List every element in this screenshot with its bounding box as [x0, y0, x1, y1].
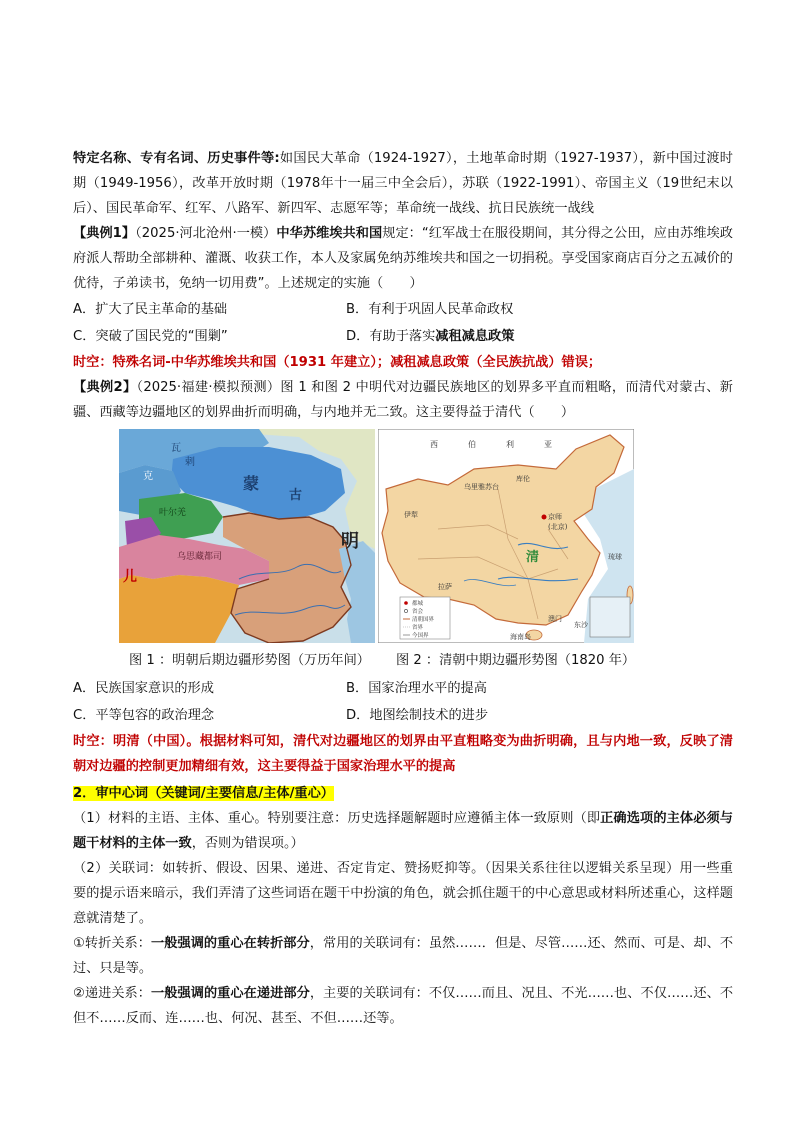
svg-text:拉萨: 拉萨 [438, 583, 452, 591]
svg-text:琉球: 琉球 [608, 553, 622, 561]
svg-text:澳门: 澳门 [548, 615, 562, 623]
svg-text:乌思藏都司: 乌思藏都司 [177, 552, 223, 562]
example1-tag: 【典例1】 [73, 226, 136, 241]
example2-stem [73, 375, 733, 425]
example1-option-d [346, 323, 514, 350]
example2-option-a: A．民族国家意识的形成 [73, 681, 214, 696]
example1-keyword: 中华苏维埃共和国 [276, 226, 383, 241]
svg-text:清朝国界: 清朝国界 [412, 617, 435, 623]
svg-text:(北京): (北京) [548, 523, 568, 531]
example1-option-b: B．有利于巩固人民革命政权 [346, 302, 514, 317]
example2-source: （2025·福建·模拟预测） [136, 380, 281, 395]
map2-caption: 图 2 ：清朝中期边疆形势图（1820 年） [395, 653, 636, 668]
svg-text:明: 明 [341, 531, 359, 552]
svg-text:克: 克 [143, 471, 153, 482]
section2-p1-text: （1）材料的主语、主体、重心。特别要注意：历史选择题解题时应遵循主体一致原则（即 [73, 811, 601, 826]
example1-text: 规定：“红军战士在服役期间，其分得之公田，应由苏维埃政府派人帮助全部耕种、灌溉、收获工作，本人及家属免纳苏维埃共和国之一切捐税。享受国家商店百分之五减价的优待，子弟读书，免纳一切用费”。上述规定的实施（ ） [73, 226, 733, 291]
svg-text:瓦: 瓦 [171, 443, 181, 454]
section2-p4-end: ，主要的关联词有：不仅……而且、况且、不光……也、不仅……还、不但不……反而、连……也、何况、甚至、不但……还等。 [73, 986, 734, 1026]
map-qing-image [378, 429, 634, 643]
section2-heading: 2．审中心词（关键词/主要信息/主体/重心） [73, 786, 334, 801]
section2-p3-bold: 一般强调的重心在转折部分 [151, 936, 310, 951]
svg-text:叶尔羌: 叶尔羌 [159, 508, 187, 518]
example1-source: （2025·河北沧州·一模） [135, 226, 277, 241]
example1-option-d-bold: 减租减息政策 [435, 329, 515, 344]
section2-p3-text: ①转折关系： [73, 936, 152, 951]
example1-stem [73, 221, 733, 296]
example1-analysis: 时空：特殊名词-中华苏维埃共和国（1931 年建立）；减租减息政策（全民族抗战）错误； [73, 355, 602, 370]
example1-option-d-text: D．有助于落实 [346, 329, 436, 344]
section2-p1-end: ，否则为错误项。） [191, 836, 304, 851]
svg-text:亚: 亚 [544, 440, 552, 449]
map-ming-image [119, 429, 375, 643]
section2-p4-text: ②递进关系： [73, 986, 152, 1001]
svg-text:蒙: 蒙 [243, 474, 260, 493]
svg-text:库伦: 库伦 [516, 475, 530, 483]
section2-p4-bold: 一般强调的重心在递进部分 [151, 986, 310, 1001]
example2-text: 图 1 和图 2 中明代对边疆民族地区的划界多平直而粗略，而清代对蒙古、新疆、西藏等边疆地区的划界曲折而明确，与内地并无二致。这主要得益于清代（ ） [73, 380, 733, 420]
maps-figure [119, 429, 733, 643]
map1-caption: 图 1 ：明朝后期边疆形势图（万历年间） [129, 653, 370, 668]
section2-paragraph3 [73, 931, 733, 981]
svg-text:剌: 剌 [185, 457, 195, 468]
svg-text:西: 西 [430, 440, 438, 449]
svg-text:乌里雅苏台: 乌里雅苏台 [464, 483, 499, 491]
svg-text:省会: 省会 [412, 609, 424, 615]
section2-paragraph2: （2）关联词：如转折、假设、因果、递进、否定肯定、赞扬贬抑等。（因果关系往往以逻辑关系呈现）用一些重要的提示语来暗示，我们弄清了这些词语在题干中扮演的角色，就会抓住题干的中心意思或材料所述重心，这样题意就清楚了。 [73, 861, 733, 926]
maps-captions [129, 649, 733, 673]
example2-options-row2 [73, 702, 733, 729]
example2-option-d: D．地图绘制技术的进步 [346, 708, 489, 723]
svg-text:伊犁: 伊犁 [404, 511, 418, 519]
example2-options-row1 [73, 675, 733, 702]
map-qing [378, 429, 634, 643]
svg-text:东沙: 东沙 [574, 621, 588, 629]
section2-heading-line [73, 781, 733, 806]
svg-text:都城: 都城 [412, 601, 424, 607]
terms-label: 特定名称、专有名词、历史事件等: [73, 151, 280, 166]
svg-text:清: 清 [526, 550, 540, 565]
section2-paragraph1 [73, 806, 733, 856]
example1-option-c: C．突破了国民党的“围剿” [73, 329, 228, 344]
example2-tag: 【典例2】 [73, 380, 137, 395]
terms-text: 如国民大革命（1924-1927），土地革命时期（1927-1937），新中国过渡时期（1949-1956），改革开放时期（1978年十一届三中全会后），苏联（1922-1991）、帝国主义（19世纪末以后）、国民革命军、红军、八路军、新四军、志愿军等；革命统一战线、抗日民族统一战线 [73, 151, 733, 216]
example2-option-b: B．国家治理水平的提高 [346, 681, 487, 696]
example2-option-c: C．平等包容的政治理念 [73, 708, 215, 723]
svg-text:利: 利 [506, 440, 514, 449]
document-page [73, 146, 733, 1031]
svg-text:今国界: 今国界 [412, 633, 429, 639]
svg-text:伯: 伯 [468, 440, 476, 449]
svg-text:京师: 京师 [548, 513, 562, 521]
section2-paragraph4 [73, 981, 733, 1031]
example2-analysis: 时空：明清（中国）。根据材料可知，清代对边疆地区的划界由平直粗略变为曲折明确，且与内地一致，反映了清朝对边疆的控制更加精细有效，这主要得益于国家治理水平的提高 [73, 734, 733, 774]
example1-options-row1 [73, 296, 733, 323]
example1-options-row2 [73, 323, 733, 350]
map-ming [119, 429, 375, 643]
svg-text:儿: 儿 [123, 569, 137, 585]
section2-p3-end: ，常用的关联词有：虽然……．但是、尽管……还、然而、可是、却、不过、只是等。 [73, 936, 734, 976]
svg-text:海南岛: 海南岛 [510, 633, 531, 641]
svg-text:省界: 省界 [412, 625, 424, 631]
example1-option-a: A．扩大了民主革命的基础 [73, 302, 228, 317]
svg-text:古: 古 [289, 488, 303, 503]
section2-p1-bold: 正确选项的主体必须与题干材料的主体一致 [73, 811, 733, 851]
terms-paragraph [73, 146, 733, 221]
